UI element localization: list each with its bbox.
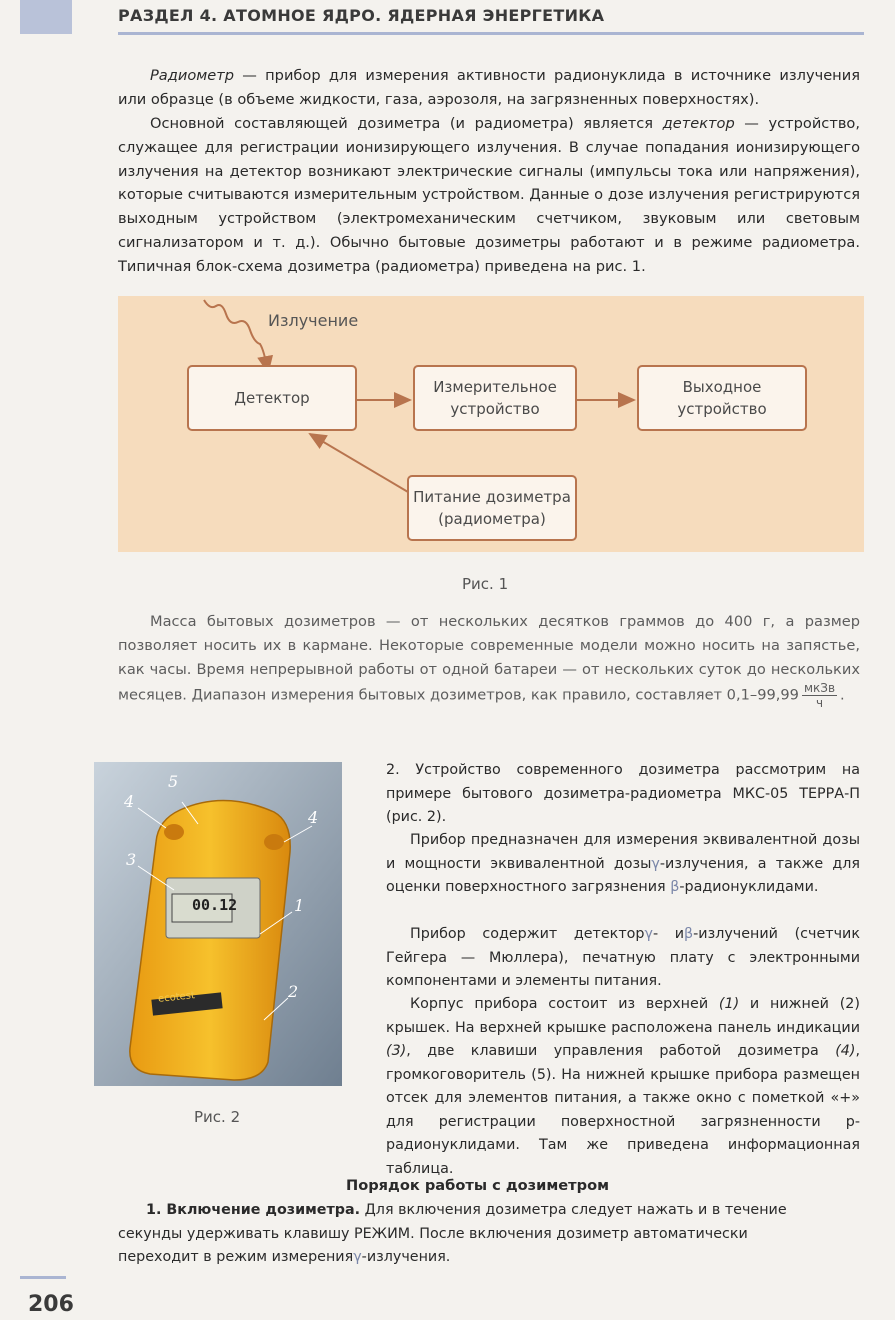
- brand-text: ecotest: [157, 990, 196, 1005]
- unit-numerator: мкЗв: [803, 681, 836, 696]
- callout-3: 3: [126, 850, 137, 869]
- callout-2: 2: [288, 982, 299, 1001]
- figure-1-caption: Рис. 1: [462, 575, 509, 593]
- callout-4-right: 4: [308, 808, 319, 827]
- detector-text-rest: — устройство, служащее для регистрации ионизирующего излучения. В случае попадания ионизирующего излучения на детектор возникают электрические сигналы (импульсы тока или напряжения), которые считываются измерительным устройством. Данные о дозе излучения регистрируются выходным устройством (электромеханическим счетчиком, звуковым или световым сигнализатором и т. д.). Обычно бытовые дозиметры работают и в режиме радиометра. Типичная блок-схема дозиметра (радиометра) приведена на рис. 1.: [118, 115, 861, 275]
- contents-text-and: - и: [652, 926, 685, 942]
- dosimeter-photo: [94, 762, 342, 1086]
- section-heading: Порядок работы с дозиметром: [346, 1177, 610, 1194]
- output-line-2: устройство: [677, 400, 767, 418]
- gamma-symbol: γ: [651, 855, 660, 872]
- gamma-symbol-2: γ: [644, 926, 653, 942]
- unit-denominator: ч: [815, 696, 824, 711]
- mass-end: .: [840, 686, 845, 704]
- ref-1: (1): [718, 996, 740, 1012]
- purpose-text-end: -радионуклидами.: [679, 879, 819, 895]
- case-text-b: и нижней (2) крышек. На верхней крышке расположена панель индикации: [386, 996, 860, 1036]
- button-right: [264, 834, 284, 850]
- power-line-1: Питание дозиметра: [413, 488, 571, 506]
- paragraph-purpose: [386, 829, 860, 900]
- paragraph-contents: [386, 923, 860, 994]
- device-example-text: 2. Устройство современного дозиметра рассмотрим на примере бытового дозиметра-радиометра МКС-05 ТЕРРА-П (рис. 2).: [386, 762, 860, 825]
- measuring-line-1: Измерительное: [433, 378, 557, 396]
- measuring-line-2: устройство: [450, 400, 540, 418]
- power-label: [408, 476, 576, 540]
- paragraph-mass: [118, 610, 860, 710]
- ref-4: (4): [835, 1043, 856, 1059]
- radiation-wave: [204, 300, 268, 372]
- button-left: [164, 824, 184, 840]
- callout-1: 1: [294, 896, 305, 915]
- case-text-a: Корпус прибора состоит из верхней: [410, 996, 719, 1012]
- power-on-heading: 1. Включение дозиметра.: [146, 1202, 361, 1218]
- power-line-2: (радиометра): [438, 510, 546, 528]
- header-rule: [118, 32, 864, 35]
- purpose-text-mid: -излучения, а также для оценки поверхностного загрязнения: [386, 855, 860, 895]
- figure-2-caption: Рис. 2: [194, 1108, 241, 1126]
- measuring-label: [414, 366, 576, 430]
- paragraph-detector: [118, 112, 860, 279]
- gamma-symbol-3: γ: [353, 1249, 362, 1265]
- unit-fraction: [802, 681, 837, 710]
- mass-text: Масса бытовых дозиметров — от нескольких десятков граммов до 400 г, а размер позволяет носить их в кармане. Некоторые современные модели можно носить на запястье, как часы. Время непрерывной работы от одной батареи — от нескольких суток до нескольких месяцев. Диапазон измерения бытовых дозиметров, как правило, составляет 0,1–99,99: [118, 613, 860, 704]
- power-on-text: Для включения дозиметра следует нажать и в течение секунды удерживать клавишу РЕЖИМ. После включения дозиметр автоматически переходит в режим измерения: [118, 1202, 787, 1265]
- case-text-d: , громкоговоритель (5). На нижней крышке прибора размещен отсек для элементов питания, а также окно с пометкой «+» для регистрации поверхностной загрязненности р-радионуклидами. Там же приведена информационная таблица.: [386, 1043, 860, 1177]
- case-text-c: , две клавиши управления работой дозиметра: [406, 1043, 836, 1059]
- power-on-end: -излучения.: [361, 1249, 451, 1265]
- output-line-1: Выходное: [682, 378, 762, 396]
- ref-3: (3): [386, 1043, 407, 1059]
- paragraph-case: [386, 993, 860, 1181]
- footer-rule: [20, 1276, 66, 1279]
- section-header: РАЗДЕЛ 4. АТОМНОЕ ЯДРО. ЯДЕРНАЯ ЭНЕРГЕТИКА: [118, 6, 605, 25]
- callout-5: 5: [168, 772, 179, 791]
- beta-symbol-2: β: [684, 926, 694, 942]
- paragraph-radiometer: [118, 64, 860, 112]
- paragraph-device-example: [386, 759, 860, 830]
- detector-text-start: Основной составляющей дозиметра (и радиометра) является: [150, 115, 663, 132]
- paragraph-power-on: [118, 1199, 808, 1270]
- contents-text-end: -излучений (счетчик Гейгера — Мюллера), печатную плату с электронными компонентами и элементы питания.: [386, 926, 860, 989]
- radiation-label: Излучение: [268, 311, 359, 330]
- callout-4-left: 4: [124, 792, 135, 811]
- term-radiometer: Радиометр: [150, 67, 234, 84]
- purpose-text-start: Прибор предназначен для измерения эквивалентной дозы и мощности эквивалентной дозы: [386, 832, 860, 872]
- contents-text-start: Прибор содержит детектор: [410, 926, 645, 942]
- term-detector: детектор: [662, 115, 735, 132]
- detector-label: Детектор: [234, 389, 310, 407]
- lcd-reading: 00.12: [192, 896, 238, 914]
- page-number: 206: [28, 1292, 74, 1317]
- radiometer-definition: — прибор для измерения активности радионуклида в источнике излучения или образце (в объеме жидкости, газа, аэрозоля, на загрязненных поверхностях).: [118, 67, 860, 108]
- block-diagram: [118, 296, 864, 552]
- arrow-power-to-detector: [310, 434, 408, 492]
- beta-symbol: β: [670, 879, 680, 895]
- output-label: [638, 366, 806, 430]
- corner-tab: [20, 0, 72, 34]
